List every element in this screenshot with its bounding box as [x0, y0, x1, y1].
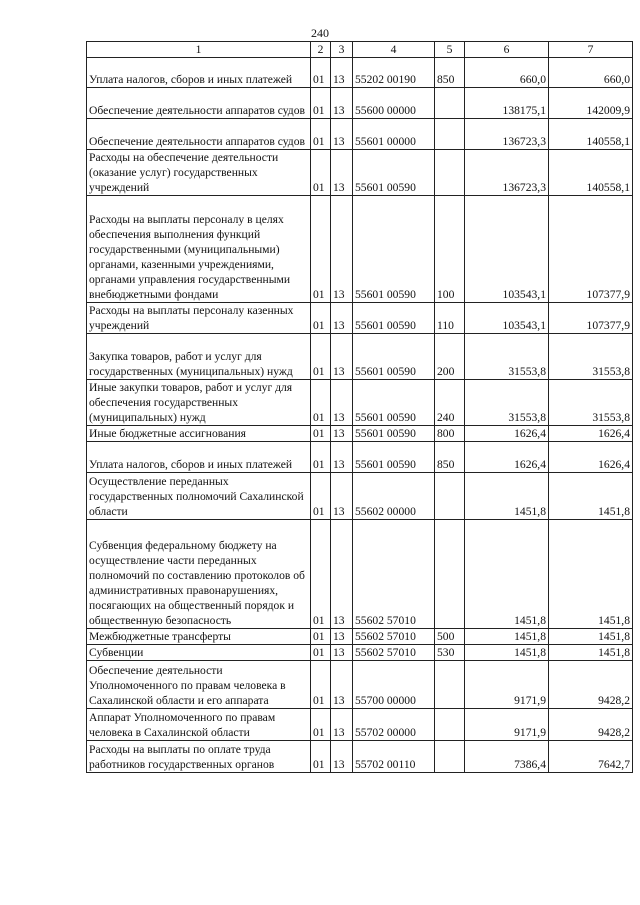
header-row — [87, 42, 633, 58]
row-code-4-cell: 55602 57010 — [353, 629, 435, 645]
row-code-3-cell: 13 — [331, 629, 353, 645]
row-code-3-cell: 13 — [331, 741, 353, 773]
row-value-6-cell: 660,0 — [465, 58, 549, 88]
row-code-3-cell: 13 — [331, 196, 353, 303]
row-code-2-cell: 01 — [311, 741, 331, 773]
table-row — [87, 150, 633, 196]
row-value-6-cell: 7386,4 — [465, 741, 549, 773]
row-name-cell: Обеспечение деятельности Уполномоченного по правам человека в Сахалинской области и его аппарата — [87, 661, 311, 709]
col-header-6: 6 — [465, 42, 549, 58]
row-code-3-cell: 13 — [331, 88, 353, 119]
row-value-6-cell: 136723,3 — [465, 119, 549, 150]
budget-table — [86, 41, 633, 773]
row-name-cell: Закупка товаров, работ и услуг для государственных (муниципальных) нужд — [87, 334, 311, 380]
table-row — [87, 380, 633, 426]
table-row — [87, 741, 633, 773]
row-value-6-cell: 103543,1 — [465, 196, 549, 303]
row-code-4-cell: 55601 00590 — [353, 334, 435, 380]
table-row — [87, 442, 633, 473]
page-number: 240 — [311, 26, 329, 40]
row-value-7-cell: 1626,4 — [549, 426, 633, 442]
table-row — [87, 303, 633, 334]
row-value-6-cell: 136723,3 — [465, 150, 549, 196]
row-code-5-cell: 500 — [435, 629, 465, 645]
row-code-3-cell: 13 — [331, 426, 353, 442]
table-row — [87, 629, 633, 645]
col-header-1: 1 — [87, 42, 311, 58]
col-header-4: 4 — [353, 42, 435, 58]
row-code-4-cell: 55700 00000 — [353, 661, 435, 709]
row-code-3-cell: 13 — [331, 380, 353, 426]
row-code-4-cell: 55601 00590 — [353, 380, 435, 426]
row-code-2-cell: 01 — [311, 442, 331, 473]
row-name-cell: Уплата налогов, сборов и иных платежей — [87, 442, 311, 473]
row-code-2-cell: 01 — [311, 334, 331, 380]
row-value-7-cell: 140558,1 — [549, 119, 633, 150]
row-name-cell: Расходы на обеспечение деятельности (оказание услуг) государственных учреждений — [87, 150, 311, 196]
row-name-cell: Аппарат Уполномоченного по правам человека в Сахалинской области — [87, 709, 311, 741]
table-row — [87, 196, 633, 303]
row-value-6-cell: 9171,9 — [465, 709, 549, 741]
table-row — [87, 520, 633, 629]
row-name-cell: Обеспечение деятельности аппаратов судов — [87, 119, 311, 150]
row-value-6-cell: 31553,8 — [465, 380, 549, 426]
table-row — [87, 88, 633, 119]
row-name-cell: Субвенции — [87, 645, 311, 661]
row-code-4-cell: 55601 00590 — [353, 426, 435, 442]
table-row — [87, 709, 633, 741]
row-value-7-cell: 7642,7 — [549, 741, 633, 773]
row-code-3-cell: 13 — [331, 520, 353, 629]
row-code-2-cell: 01 — [311, 196, 331, 303]
row-code-5-cell — [435, 709, 465, 741]
row-code-2-cell: 01 — [311, 88, 331, 119]
row-code-5-cell: 850 — [435, 58, 465, 88]
row-value-7-cell: 1451,8 — [549, 645, 633, 661]
table-row — [87, 645, 633, 661]
row-code-2-cell: 01 — [311, 709, 331, 741]
row-code-3-cell: 13 — [331, 645, 353, 661]
row-code-5-cell — [435, 520, 465, 629]
table-row — [87, 661, 633, 709]
row-code-4-cell: 55601 00590 — [353, 442, 435, 473]
row-value-7-cell: 107377,9 — [549, 303, 633, 334]
row-code-5-cell: 100 — [435, 196, 465, 303]
row-value-7-cell: 1626,4 — [549, 442, 633, 473]
row-code-3-cell: 13 — [331, 58, 353, 88]
row-value-7-cell: 140558,1 — [549, 150, 633, 196]
row-code-4-cell: 55602 57010 — [353, 520, 435, 629]
col-header-3: 3 — [331, 42, 353, 58]
row-name-cell: Иные бюджетные ассигнования — [87, 426, 311, 442]
row-name-cell: Субвенция федеральному бюджету на осуществление части переданных полномочий по составлению протоколов об административных правонарушениях, посягающих на общественный порядок и общественную безопасность — [87, 520, 311, 629]
row-value-7-cell: 1451,8 — [549, 473, 633, 520]
row-value-7-cell: 660,0 — [549, 58, 633, 88]
row-code-5-cell: 530 — [435, 645, 465, 661]
row-code-3-cell: 13 — [331, 334, 353, 380]
row-code-4-cell: 55600 00000 — [353, 88, 435, 119]
row-code-5-cell: 850 — [435, 442, 465, 473]
row-code-3-cell: 13 — [331, 119, 353, 150]
row-code-4-cell: 55601 00590 — [353, 196, 435, 303]
row-code-2-cell: 01 — [311, 629, 331, 645]
row-code-3-cell: 13 — [331, 709, 353, 741]
row-code-4-cell: 55601 00590 — [353, 150, 435, 196]
row-value-7-cell: 1451,8 — [549, 520, 633, 629]
row-code-2-cell: 01 — [311, 380, 331, 426]
row-code-4-cell: 55202 00190 — [353, 58, 435, 88]
row-code-5-cell: 110 — [435, 303, 465, 334]
table-row — [87, 58, 633, 88]
row-name-cell: Расходы на выплаты персоналу казенных учреждений — [87, 303, 311, 334]
row-code-2-cell: 01 — [311, 119, 331, 150]
row-code-4-cell: 55602 57010 — [353, 645, 435, 661]
row-code-3-cell: 13 — [331, 303, 353, 334]
row-code-2-cell: 01 — [311, 426, 331, 442]
row-code-4-cell: 55702 00110 — [353, 741, 435, 773]
row-value-6-cell: 103543,1 — [465, 303, 549, 334]
row-name-cell: Межбюджетные трансферты — [87, 629, 311, 645]
row-code-5-cell — [435, 661, 465, 709]
row-code-3-cell: 13 — [331, 150, 353, 196]
row-value-7-cell: 142009,9 — [549, 88, 633, 119]
row-code-2-cell: 01 — [311, 661, 331, 709]
table-row — [87, 334, 633, 380]
row-code-2-cell: 01 — [311, 473, 331, 520]
row-value-7-cell: 31553,8 — [549, 380, 633, 426]
row-code-2-cell: 01 — [311, 520, 331, 629]
row-code-2-cell: 01 — [311, 58, 331, 88]
row-code-4-cell: 55602 00000 — [353, 473, 435, 520]
row-code-5-cell — [435, 741, 465, 773]
row-value-7-cell: 9428,2 — [549, 661, 633, 709]
row-code-2-cell: 01 — [311, 645, 331, 661]
row-value-6-cell: 138175,1 — [465, 88, 549, 119]
row-name-cell: Иные закупки товаров, работ и услуг для обеспечения государственных (муниципальных) нужд — [87, 380, 311, 426]
row-code-3-cell: 13 — [331, 473, 353, 520]
row-code-5-cell — [435, 150, 465, 196]
row-value-6-cell: 1451,8 — [465, 473, 549, 520]
table-row — [87, 473, 633, 520]
row-value-6-cell: 9171,9 — [465, 661, 549, 709]
row-code-3-cell: 13 — [331, 442, 353, 473]
row-name-cell: Расходы на выплаты персоналу в целях обеспечения выполнения функций государственными (муниципальными) органами, казенными учреждениями, органами управления государственными внебюджетными фондами — [87, 196, 311, 303]
row-code-4-cell: 55601 00590 — [353, 303, 435, 334]
row-value-7-cell: 31553,8 — [549, 334, 633, 380]
row-name-cell: Обеспечение деятельности аппаратов судов — [87, 88, 311, 119]
row-code-5-cell: 240 — [435, 380, 465, 426]
row-code-4-cell: 55601 00000 — [353, 119, 435, 150]
table-row — [87, 119, 633, 150]
row-code-5-cell — [435, 473, 465, 520]
col-header-7: 7 — [549, 42, 633, 58]
row-name-cell: Уплата налогов, сборов и иных платежей — [87, 58, 311, 88]
row-value-6-cell: 1451,8 — [465, 629, 549, 645]
row-value-6-cell: 1626,4 — [465, 426, 549, 442]
row-code-2-cell: 01 — [311, 150, 331, 196]
row-code-5-cell: 800 — [435, 426, 465, 442]
row-value-7-cell: 1451,8 — [549, 629, 633, 645]
col-header-5: 5 — [435, 42, 465, 58]
row-value-7-cell: 107377,9 — [549, 196, 633, 303]
row-value-6-cell: 1451,8 — [465, 645, 549, 661]
row-code-2-cell: 01 — [311, 303, 331, 334]
col-header-2: 2 — [311, 42, 331, 58]
table-row — [87, 426, 633, 442]
row-code-5-cell — [435, 88, 465, 119]
row-value-6-cell: 1626,4 — [465, 442, 549, 473]
row-code-4-cell: 55702 00000 — [353, 709, 435, 741]
row-value-6-cell: 31553,8 — [465, 334, 549, 380]
row-code-5-cell: 200 — [435, 334, 465, 380]
row-code-5-cell — [435, 119, 465, 150]
row-value-6-cell: 1451,8 — [465, 520, 549, 629]
row-name-cell: Осуществление переданных государственных полномочий Сахалинской области — [87, 473, 311, 520]
row-value-7-cell: 9428,2 — [549, 709, 633, 741]
row-code-3-cell: 13 — [331, 661, 353, 709]
row-name-cell: Расходы на выплаты по оплате труда работников государственных органов — [87, 741, 311, 773]
